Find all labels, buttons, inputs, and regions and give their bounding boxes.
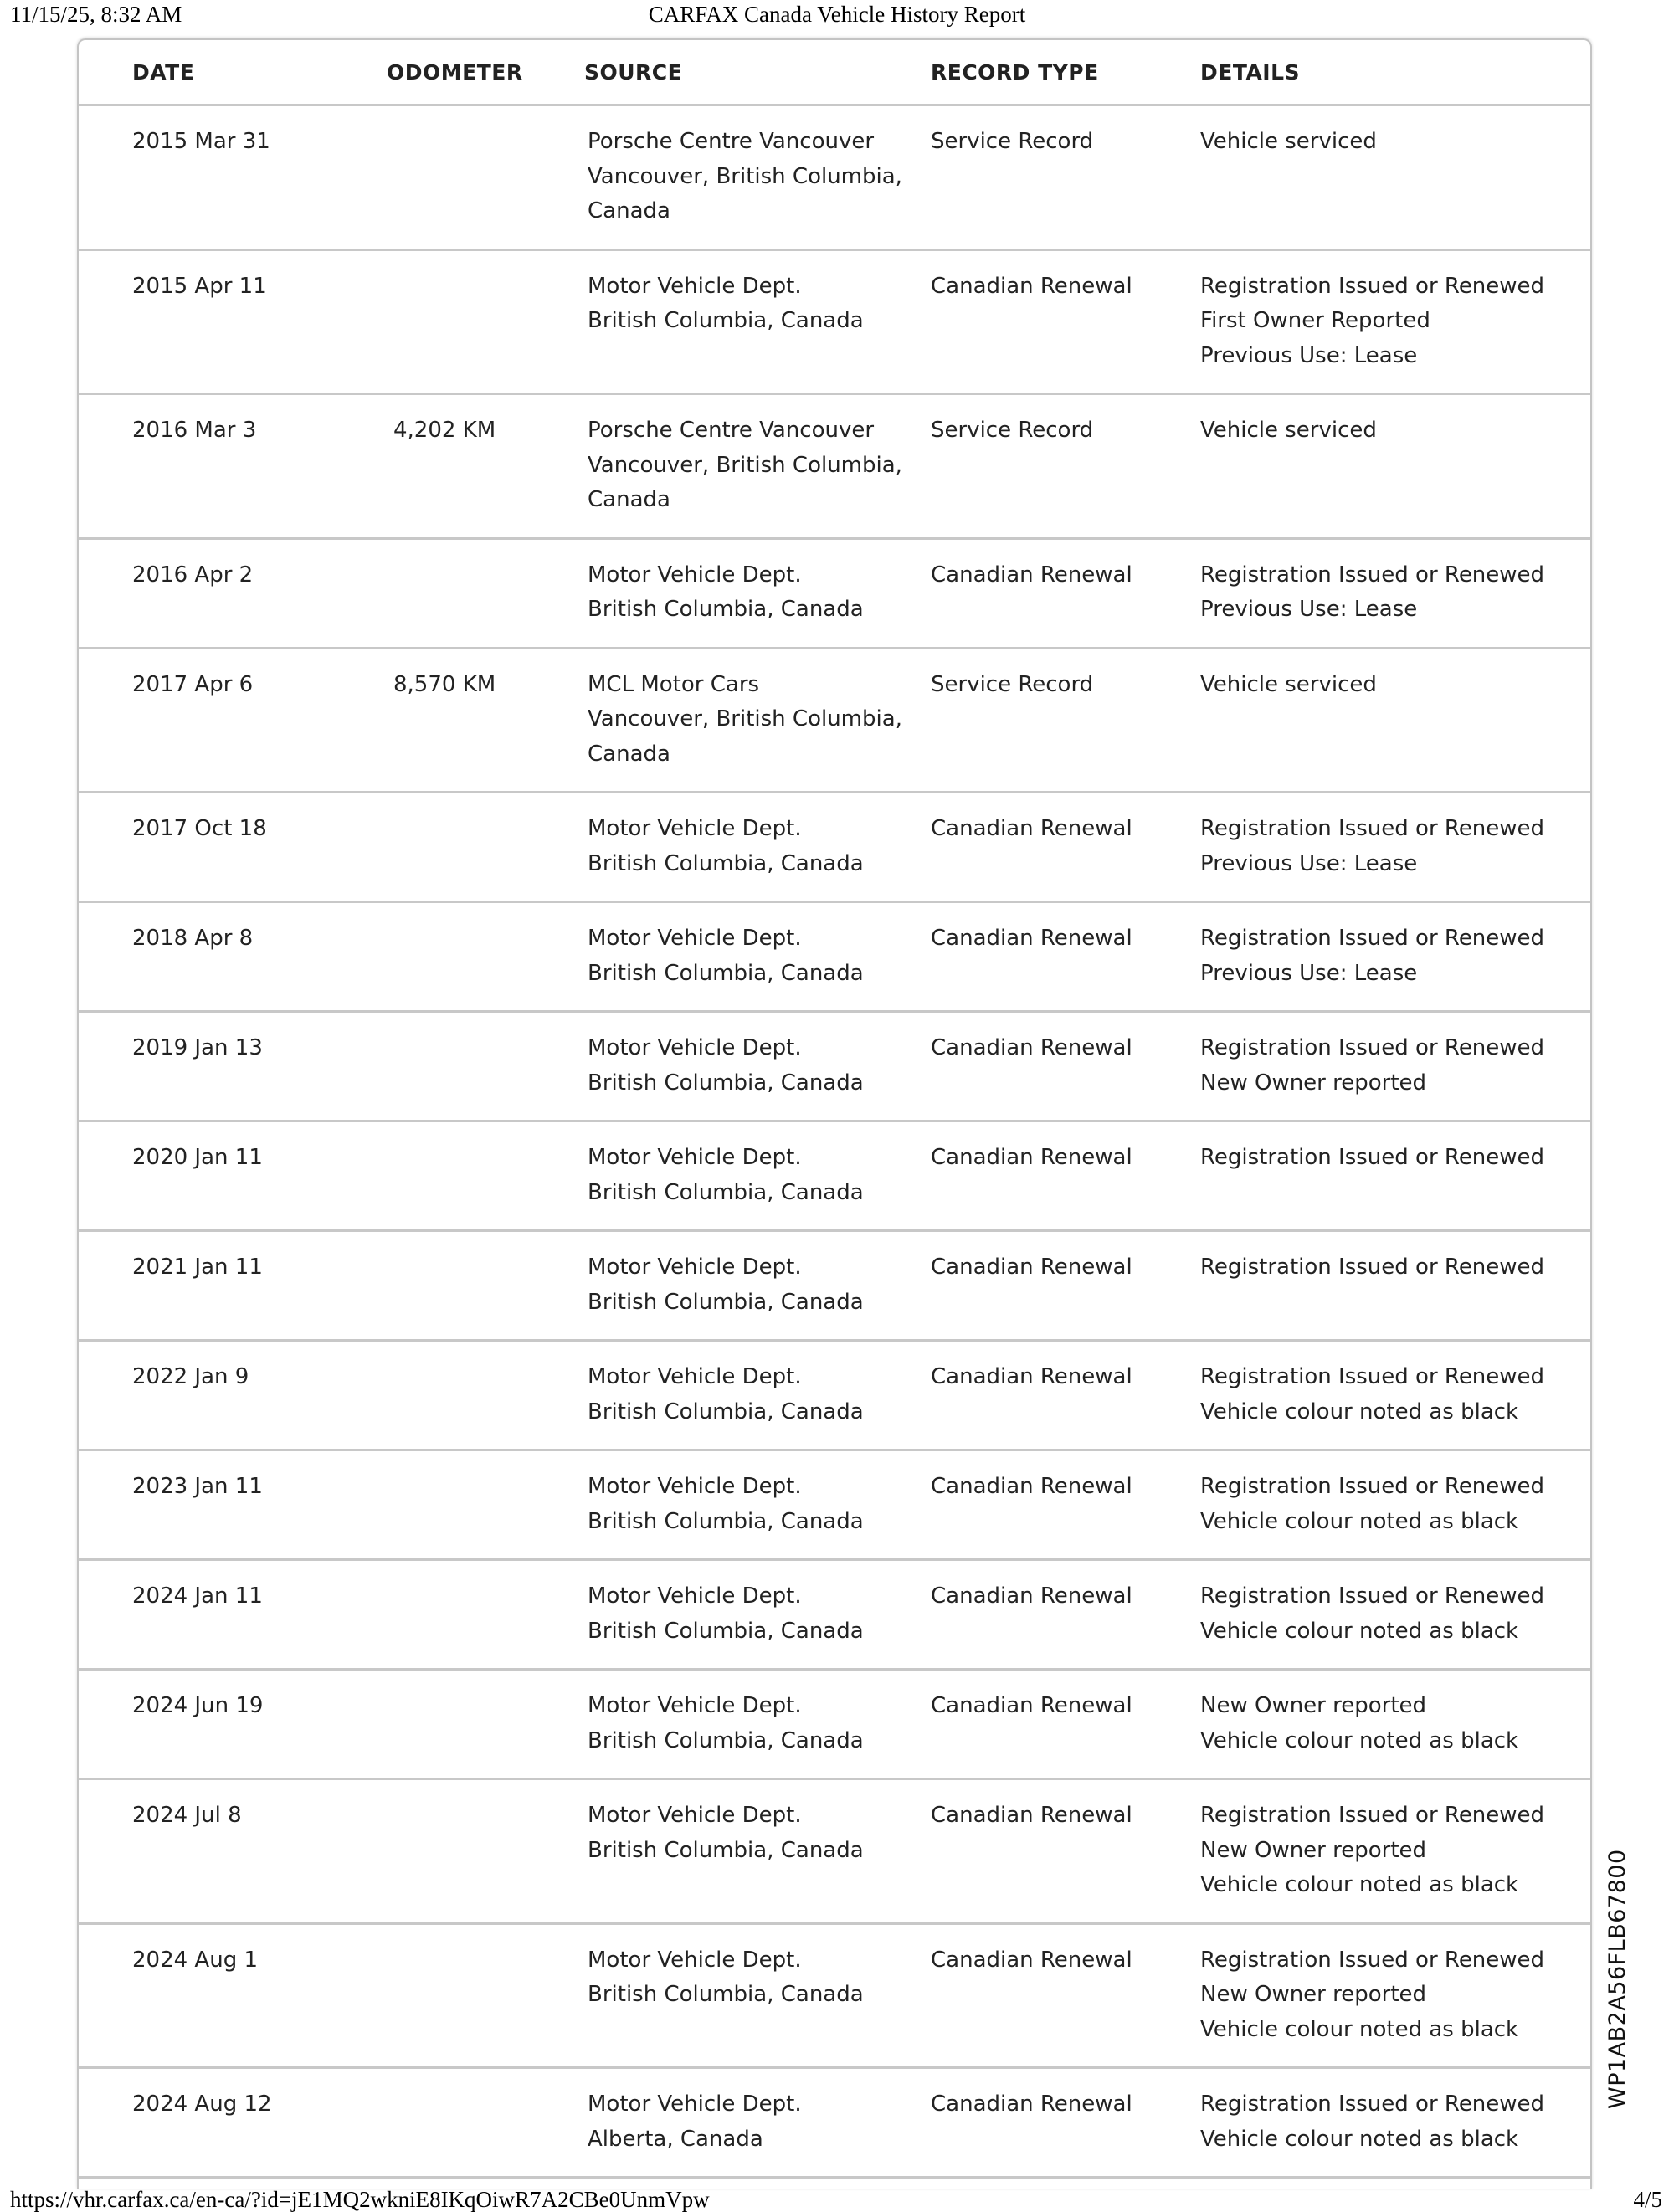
record-type-cell: Canadian Renewal — [931, 1255, 1132, 1280]
table-header — [79, 40, 1590, 106]
table-row — [79, 903, 1590, 1013]
record-type-cell: Canadian Renewal — [931, 2091, 1132, 2117]
record-type-cell: Canadian Renewal — [931, 1035, 1132, 1060]
source-cell-line: Motor Vehicle Dept. — [588, 1583, 802, 1609]
odometer-cell — [393, 558, 593, 628]
odometer-cell — [393, 1250, 593, 1320]
source-cell-line: British Columbia, Canada — [588, 1179, 864, 1205]
details-cell — [1200, 1689, 1646, 1758]
odometer-cell — [393, 1689, 593, 1758]
details-cell — [1200, 1579, 1646, 1649]
print-url: https://vhr.carfax.ca/en-ca/?id=jE1MQ2wkniE8IKqOiwR7A2CBe0UnmVpw — [10, 2187, 710, 2212]
source-cell-line: Motor Vehicle Dept. — [588, 1255, 802, 1280]
date-cell: 2018 Apr 8 — [132, 926, 254, 951]
source-cell — [588, 1579, 931, 1649]
source-cell-line: Motor Vehicle Dept. — [588, 1474, 802, 1499]
odometer-cell — [393, 1470, 593, 1539]
details-cell-line: Vehicle colour noted as black — [1200, 1618, 1519, 1644]
date-cell: 2017 Apr 6 — [132, 671, 254, 697]
source-cell — [588, 1470, 931, 1539]
table-row — [79, 1013, 1590, 1122]
source-cell — [588, 668, 931, 772]
odometer-cell — [393, 1579, 593, 1649]
details-cell-line: Registration Issued or Renewed — [1200, 1255, 1545, 1280]
table-row — [79, 1451, 1590, 1561]
details-cell-line: Registration Issued or Renewed — [1200, 1583, 1545, 1609]
source-cell — [588, 921, 931, 991]
odometer-cell — [393, 921, 593, 991]
table-row — [79, 1671, 1590, 1780]
history-table — [77, 38, 1592, 2189]
source-cell-line: British Columbia, Canada — [588, 960, 864, 986]
details-cell-line: Registration Issued or Renewed — [1200, 1364, 1545, 1389]
details-cell-line: Vehicle colour noted as black — [1200, 1508, 1519, 1534]
source-cell-line: Porsche Centre Vancouver — [588, 418, 875, 443]
print-page-title: CARFAX Canada Vehicle History Report — [648, 2, 1026, 27]
details-cell-line: Vehicle serviced — [1200, 671, 1377, 697]
date-cell: 2024 Aug 12 — [132, 2091, 272, 2117]
details-cell — [1200, 1470, 1646, 1539]
source-cell-line: Canada — [588, 198, 670, 223]
table-row — [79, 649, 1590, 794]
record-type-cell: Canadian Renewal — [931, 273, 1132, 299]
table-row — [79, 251, 1590, 396]
source-cell — [588, 2087, 931, 2157]
date-cell: 2021 Jan 11 — [132, 1255, 263, 1280]
table-row — [79, 395, 1590, 540]
details-cell — [1200, 1360, 1646, 1429]
source-cell — [588, 269, 931, 374]
source-cell — [588, 413, 931, 518]
date-cell: 2024 Jan 11 — [132, 1583, 263, 1609]
record-type-cell: Service Record — [931, 418, 1094, 443]
details-cell — [1200, 269, 1646, 374]
details-cell — [1200, 558, 1646, 628]
source-cell-line: British Columbia, Canada — [588, 308, 864, 333]
source-cell — [588, 1799, 931, 1903]
details-cell-line: Registration Issued or Renewed — [1200, 1474, 1545, 1499]
details-cell — [1200, 1250, 1646, 1320]
source-cell-line: Canada — [588, 487, 670, 512]
table-body — [79, 106, 1590, 2179]
source-cell-line: Motor Vehicle Dept. — [588, 273, 802, 299]
odometer-cell — [393, 1799, 593, 1903]
source-cell — [588, 558, 931, 628]
date-cell: 2015 Apr 11 — [132, 273, 267, 299]
source-cell-line: MCL Motor Cars — [588, 671, 760, 697]
details-cell — [1200, 921, 1646, 991]
details-cell-line: Vehicle colour noted as black — [1200, 1399, 1519, 1424]
source-cell-line: British Columbia, Canada — [588, 1982, 864, 2007]
source-cell-line: Motor Vehicle Dept. — [588, 1693, 802, 1718]
source-cell-line: British Columbia, Canada — [588, 1399, 864, 1424]
details-cell-line: Registration Issued or Renewed — [1200, 1145, 1545, 1170]
details-cell-line: Registration Issued or Renewed — [1200, 926, 1545, 951]
table-row — [79, 1342, 1590, 1451]
details-cell-line: First Owner Reported — [1200, 308, 1430, 333]
header-odometer: ODOMETER — [387, 59, 523, 85]
source-cell-line: Porsche Centre Vancouver — [588, 129, 875, 154]
details-cell-line: New Owner reported — [1200, 1070, 1427, 1096]
odometer-cell — [393, 812, 593, 881]
details-cell-line: Previous Use: Lease — [1200, 960, 1418, 986]
details-cell — [1200, 1943, 1646, 2048]
record-type-cell: Canadian Renewal — [931, 1693, 1132, 1718]
source-cell-line: Motor Vehicle Dept. — [588, 562, 802, 588]
source-cell-line: Vancouver, British Columbia, — [588, 452, 902, 478]
source-cell-line: British Columbia, Canada — [588, 1727, 864, 1753]
details-cell-line: Previous Use: Lease — [1200, 850, 1418, 876]
source-cell-line: Motor Vehicle Dept. — [588, 1364, 802, 1389]
source-cell-line: British Columbia, Canada — [588, 1289, 864, 1315]
details-cell-line: Vehicle colour noted as black — [1200, 1727, 1519, 1753]
details-cell-line: New Owner reported — [1200, 1693, 1427, 1718]
date-cell: 2017 Oct 18 — [132, 816, 267, 841]
record-type-cell: Canadian Renewal — [931, 1803, 1132, 1828]
odometer-cell: 4,202 KM — [393, 418, 496, 443]
source-cell-line: Motor Vehicle Dept. — [588, 2091, 802, 2117]
header-source: SOURCE — [584, 59, 683, 85]
details-cell-line: New Owner reported — [1200, 1837, 1427, 1863]
record-type-cell: Canadian Renewal — [931, 1364, 1132, 1389]
source-cell — [588, 1360, 931, 1429]
details-cell — [1200, 125, 1646, 229]
source-cell-line: British Columbia, Canada — [588, 1618, 864, 1644]
table-row — [79, 2069, 1590, 2179]
print-timestamp: 11/15/25, 8:32 AM — [10, 2, 182, 27]
table-row — [79, 1561, 1590, 1671]
odometer-cell — [393, 2087, 593, 2157]
source-cell-line: Motor Vehicle Dept. — [588, 816, 802, 841]
source-cell-line: British Columbia, Canada — [588, 1508, 864, 1534]
record-type-cell: Canadian Renewal — [931, 1947, 1132, 1973]
table-row — [79, 793, 1590, 903]
details-cell-line: Vehicle colour noted as black — [1200, 2126, 1519, 2152]
source-cell — [588, 1689, 931, 1758]
record-type-cell: Canadian Renewal — [931, 1145, 1132, 1170]
details-cell — [1200, 1031, 1646, 1101]
source-cell-line: Vancouver, British Columbia, — [588, 163, 902, 189]
source-cell-line: Motor Vehicle Dept. — [588, 926, 802, 951]
odometer-cell — [393, 1031, 593, 1101]
table-row — [79, 540, 1590, 649]
record-type-cell: Canadian Renewal — [931, 1474, 1132, 1499]
details-cell-line: New Owner reported — [1200, 1982, 1427, 2007]
date-cell: 2024 Jun 19 — [132, 1693, 264, 1718]
source-cell-line: Vancouver, British Columbia, — [588, 706, 902, 731]
source-cell — [588, 1141, 931, 1210]
details-cell-line: Previous Use: Lease — [1200, 597, 1418, 622]
details-cell-line: Registration Issued or Renewed — [1200, 1803, 1545, 1828]
date-cell: 2016 Mar 3 — [132, 418, 257, 443]
source-cell-line: British Columbia, Canada — [588, 850, 864, 876]
table-row — [79, 1925, 1590, 2070]
date-cell: 2020 Jan 11 — [132, 1145, 263, 1170]
record-type-cell: Service Record — [931, 129, 1094, 154]
details-cell — [1200, 812, 1646, 881]
date-cell: 2019 Jan 13 — [132, 1035, 263, 1060]
source-cell — [588, 1031, 931, 1101]
odometer-cell — [393, 1943, 593, 2048]
table-row — [79, 1232, 1590, 1342]
source-cell — [588, 125, 931, 229]
source-cell-line: British Columbia, Canada — [588, 1837, 864, 1863]
details-cell-line: Registration Issued or Renewed — [1200, 1035, 1545, 1060]
table-row — [79, 1780, 1590, 1925]
details-cell-line: Registration Issued or Renewed — [1200, 2091, 1545, 2117]
details-cell — [1200, 1141, 1646, 1210]
details-cell-line: Vehicle colour noted as black — [1200, 1872, 1519, 1897]
date-cell: 2016 Apr 2 — [132, 562, 254, 588]
date-cell: 2022 Jan 9 — [132, 1364, 249, 1389]
source-cell-line: British Columbia, Canada — [588, 597, 864, 622]
source-cell-line: British Columbia, Canada — [588, 1070, 864, 1096]
date-cell: 2015 Mar 31 — [132, 129, 270, 154]
odometer-cell: 8,570 KM — [393, 671, 496, 697]
record-type-cell: Canadian Renewal — [931, 926, 1132, 951]
odometer-cell — [393, 1141, 593, 1210]
source-cell-line: Motor Vehicle Dept. — [588, 1145, 802, 1170]
details-cell-line: Vehicle serviced — [1200, 129, 1377, 154]
source-cell-line: Motor Vehicle Dept. — [588, 1803, 802, 1828]
source-cell-line: Canada — [588, 741, 670, 767]
odometer-cell — [393, 269, 593, 374]
date-cell: 2024 Aug 1 — [132, 1947, 259, 1973]
header-date: DATE — [132, 59, 195, 85]
source-cell — [588, 1943, 931, 2048]
page-number: 4/5 — [1633, 2187, 1662, 2212]
details-cell-line: Registration Issued or Renewed — [1200, 816, 1545, 841]
source-cell — [588, 812, 931, 881]
table-row — [79, 1122, 1590, 1232]
record-type-cell: Canadian Renewal — [931, 562, 1132, 588]
source-cell-line: Alberta, Canada — [588, 2126, 763, 2152]
date-cell: 2023 Jan 11 — [132, 1474, 263, 1499]
details-cell — [1200, 2087, 1646, 2157]
source-cell-line: Motor Vehicle Dept. — [588, 1947, 802, 1973]
details-cell-line: Registration Issued or Renewed — [1200, 1947, 1545, 1973]
record-type-cell: Canadian Renewal — [931, 816, 1132, 841]
details-cell-line: Vehicle serviced — [1200, 418, 1377, 443]
vin-label: WP1AB2A56FLB67800 — [1605, 1849, 1630, 2109]
odometer-cell — [393, 125, 593, 229]
table-row — [79, 106, 1590, 251]
details-cell — [1200, 413, 1646, 518]
source-cell-line: Motor Vehicle Dept. — [588, 1035, 802, 1060]
header-record-type: RECORD TYPE — [931, 59, 1099, 85]
header-details: DETAILS — [1200, 59, 1301, 85]
details-cell — [1200, 1799, 1646, 1903]
record-type-cell: Service Record — [931, 671, 1094, 697]
source-cell — [588, 1250, 931, 1320]
record-type-cell: Canadian Renewal — [931, 1583, 1132, 1609]
details-cell-line: Registration Issued or Renewed — [1200, 273, 1545, 299]
details-cell — [1200, 668, 1646, 772]
details-cell-line: Registration Issued or Renewed — [1200, 562, 1545, 588]
details-cell-line: Vehicle colour noted as black — [1200, 2016, 1519, 2042]
odometer-cell — [393, 1360, 593, 1429]
date-cell: 2024 Jul 8 — [132, 1803, 242, 1828]
details-cell-line: Previous Use: Lease — [1200, 342, 1418, 368]
